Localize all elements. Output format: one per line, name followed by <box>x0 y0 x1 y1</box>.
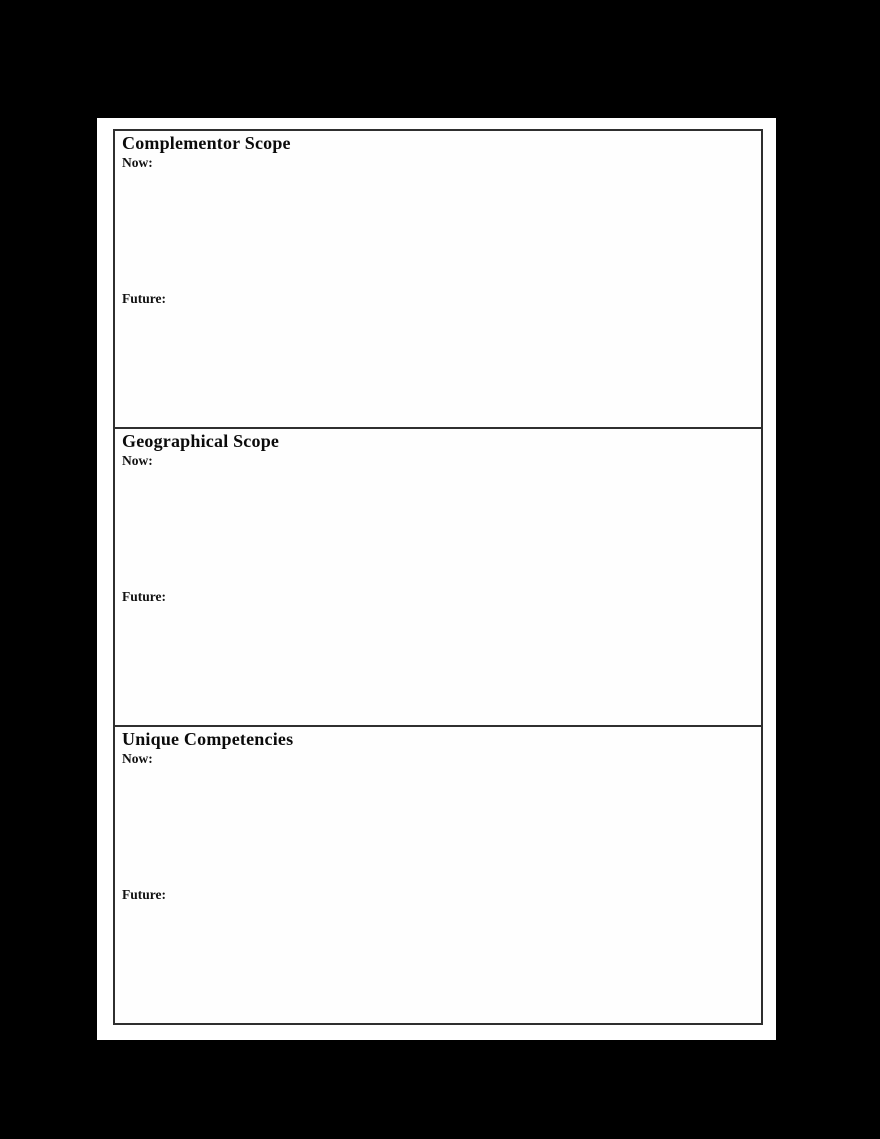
future-label: Future: <box>122 589 166 604</box>
section-title: Complementor Scope <box>122 133 291 153</box>
section-complementor-scope <box>113 129 763 429</box>
future-answer-area <box>122 909 754 999</box>
now-answer-area <box>122 489 754 579</box>
section-title: Unique Competencies <box>122 729 294 749</box>
section-title: Geographical Scope <box>122 431 280 451</box>
future-answer-area <box>122 611 754 701</box>
future-label: Future: <box>122 887 166 902</box>
scope-worksheet <box>113 129 763 1025</box>
now-label: Now: <box>122 750 153 766</box>
section-unique-competencies <box>113 727 763 1025</box>
now-label: Now: <box>122 452 153 468</box>
future-label: Future: <box>122 291 166 306</box>
section-geographical-scope <box>113 429 763 727</box>
now-answer-area <box>122 787 754 877</box>
now-label: Now: <box>122 154 153 170</box>
now-answer-area <box>122 191 754 281</box>
worksheet-page <box>97 118 776 1040</box>
future-answer-area <box>122 313 754 403</box>
